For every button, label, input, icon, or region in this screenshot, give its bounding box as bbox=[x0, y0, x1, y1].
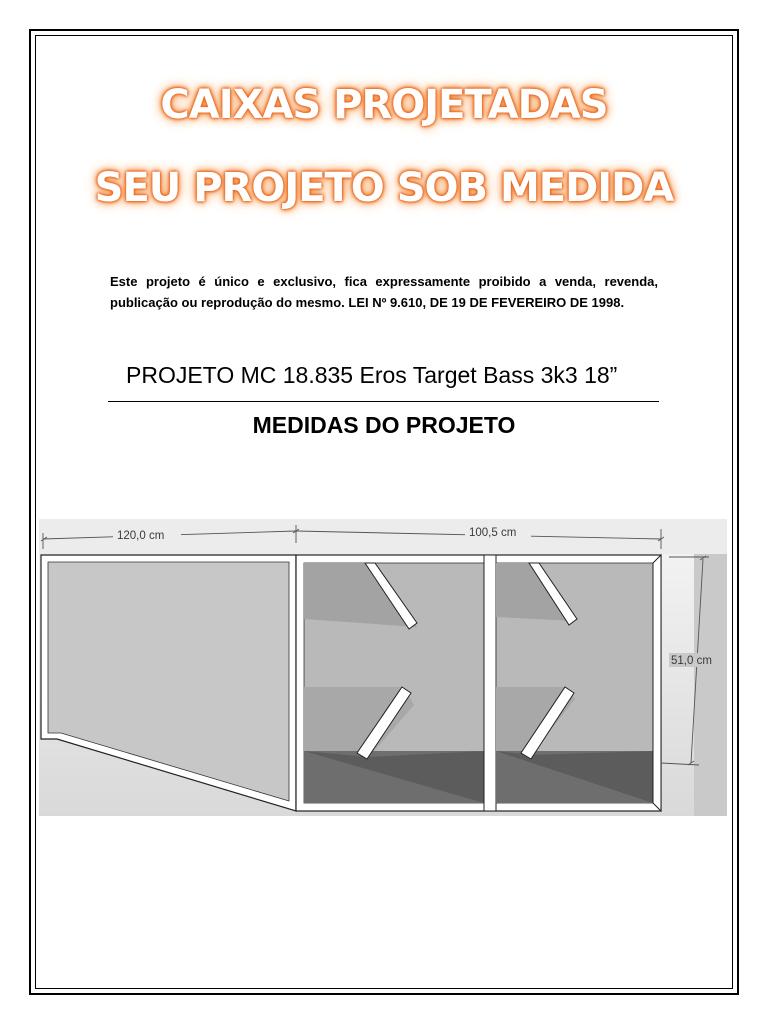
dimension-height-label: 51,0 cm bbox=[671, 655, 712, 667]
dimension-width-label: 100,5 cm bbox=[469, 527, 517, 539]
title-line-1: CAIXAS PROJETADAS bbox=[160, 82, 608, 128]
box-center-divider bbox=[484, 555, 496, 811]
right-chamber bbox=[496, 563, 653, 803]
left-chamber bbox=[304, 563, 484, 803]
copyright-notice: Este projeto é único e exclusivo, fica expressamente proibido a venda, revenda, publicação ou reprodução do mesmo. LEI Nº 9.610, DE 19 DE FEVEREIRO DE 1998. bbox=[110, 274, 658, 310]
divider-line bbox=[108, 401, 659, 402]
section-title: MEDIDAS DO PROJETO bbox=[252, 412, 516, 438]
dimension-depth-label: 120,0 cm bbox=[117, 530, 165, 542]
box-3d-drawing bbox=[39, 519, 727, 816]
title-line-2: SEU PROJETO SOB MEDIDA bbox=[94, 165, 674, 211]
project-name: PROJETO MC 18.835 Eros Target Bass 3k3 18” bbox=[126, 362, 618, 388]
